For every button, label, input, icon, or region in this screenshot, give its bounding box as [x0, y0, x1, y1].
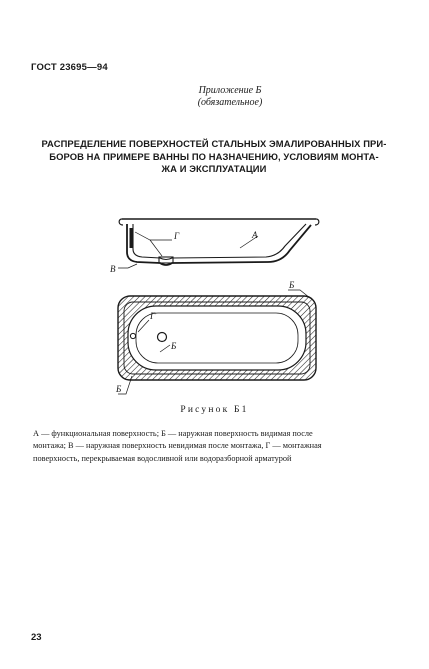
figure-caption: Рисунок Б1	[180, 405, 249, 415]
label-g-plan: Г	[150, 311, 156, 321]
legend-line: монтажа; В — наружная поверхность невидимая после монтажа, Г — монтажная	[33, 441, 322, 451]
figure-legend	[33, 428, 403, 465]
label-b-plan-top: Б	[289, 280, 295, 290]
label-a-section: А	[252, 230, 258, 240]
page-number: 23	[31, 632, 42, 643]
annex-title: Приложение Б	[198, 85, 262, 96]
bathtub-plan-view	[118, 290, 316, 394]
label-g-section: Г	[174, 231, 180, 241]
title-line: ЖА И ЭКСПЛУАТАЦИИ	[161, 163, 267, 174]
legend-line: поверхность, перекрываемая водосливной или водоразборной арматурой	[33, 453, 292, 463]
label-b-plan-inner: Б	[171, 341, 177, 351]
legend-line: А — функциональная поверхность; Б — наружная поверхность видимая после	[33, 429, 313, 438]
bathtub-section-view	[118, 219, 319, 268]
title-line: РАСПРЕДЕЛЕНИЕ ПОВЕРХНОСТЕЙ СТАЛЬНЫХ ЭМАЛИРОВАННЫХ ПРИ-	[41, 138, 387, 149]
standard-code: ГОСТ 23695—94	[31, 62, 108, 73]
annex-status: (обязательное)	[197, 97, 263, 108]
label-b-plan-bottom: Б	[116, 384, 122, 394]
title-line: БОРОВ НА ПРИМЕРЕ ВАННЫ ПО НАЗНАЧЕНИЮ, УСЛОВИЯМ МОНТА-	[49, 150, 379, 162]
label-v-section: В	[110, 264, 116, 274]
